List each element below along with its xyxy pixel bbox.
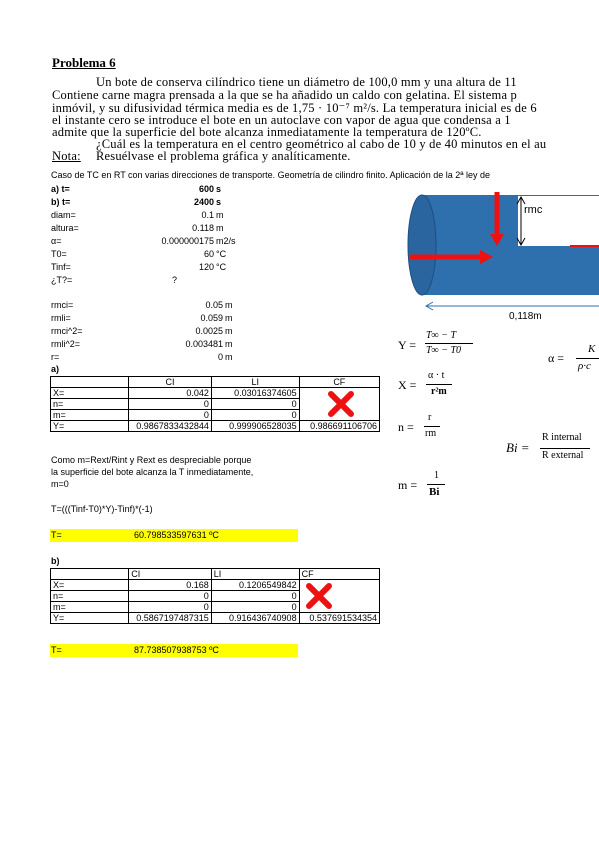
eq-alpha-den: ρ·c: [578, 360, 591, 372]
problem-line-6: ¿Cuál es la temperatura en el centro geométrico al cabo de 10 y de 40 minutos en el au: [96, 137, 547, 151]
eq-alpha-num: K: [588, 343, 596, 355]
row-label: m=: [51, 410, 129, 421]
param-unit: °C: [216, 249, 227, 259]
result-a-value: 60.798533597631 ºC: [134, 530, 219, 540]
param-value: 120: [198, 262, 214, 272]
eq-X-bar: [426, 384, 452, 385]
param-value: 600: [198, 184, 214, 194]
part-b-table: [50, 568, 380, 624]
cell-li: 0: [211, 410, 299, 421]
cell-cf-merged: [299, 388, 379, 421]
radius-label: rmci^2=: [51, 326, 83, 336]
eq-n-lhs: n =: [398, 420, 414, 434]
eq-Y-den: T∞ − T0: [426, 345, 461, 356]
eq-Bi-bar: [540, 448, 590, 449]
radius-unit: m: [225, 352, 233, 362]
radius-label: rmli=: [51, 313, 71, 323]
cell-li: 0: [211, 399, 299, 410]
cell-li: 0: [211, 602, 299, 613]
result-a-label: T=: [51, 530, 62, 540]
col-header-cf: CF: [299, 569, 379, 580]
param-unit: s: [216, 184, 222, 194]
cross-icon: [328, 391, 354, 417]
note-text: Resuélvase el problema gráfica y analíticamente.: [96, 149, 351, 163]
param-label: b) t=: [51, 197, 71, 207]
note-label: Nota:: [52, 149, 81, 163]
cell-li: 0: [211, 591, 299, 602]
result-b-value: 87.738507938753 ºC: [134, 645, 219, 655]
result-a-highlight: [50, 529, 298, 542]
table-row: [51, 580, 380, 591]
formula-text: T=(((Tinf-T0)*Y)-Tinf)*(-1): [51, 504, 153, 514]
param-value: 60: [203, 249, 214, 259]
result-b-label: T=: [51, 645, 62, 655]
param-value: ?: [172, 275, 178, 285]
eq-n-num: r: [428, 412, 432, 423]
part-b-label: b): [51, 556, 60, 566]
cell-cf: 0.537691534354: [299, 613, 379, 624]
param-label: altura=: [51, 223, 79, 233]
eq-X-num: α · t: [428, 370, 445, 381]
table-row: [51, 613, 380, 624]
cell-ci: 0.5867197487315: [129, 613, 212, 624]
cell-li: 0.916436740908: [211, 613, 299, 624]
radius-label: r=: [51, 352, 60, 362]
eq-n-bar: [424, 426, 440, 427]
param-value: 2400: [193, 197, 214, 207]
eq-n-den: rm: [425, 428, 437, 439]
param-label: ¿T?=: [51, 275, 73, 285]
row-label: X=: [51, 580, 129, 591]
eq-Bi-num: R internal: [542, 432, 582, 443]
eq-m-lhs: m =: [398, 478, 418, 492]
radius-unit: m: [225, 339, 233, 349]
radius-value: 0.059: [200, 313, 223, 323]
problem-line-2: Contiene carne magra prensada a la que se ha añadido un caldo con gelatina. El sistema p: [52, 88, 517, 102]
table-header-row: [51, 569, 380, 580]
cell-li: 0.03016374605: [211, 388, 299, 399]
radius-label: rmli^2=: [51, 339, 80, 349]
cell-li: 0.999906528035: [211, 421, 299, 432]
case-description: Caso de TC en RT con varias direcciones de transporte. Geometría de cilindro finito. Aplicación de la 2ª ley de: [51, 170, 491, 180]
cell-ci: 0: [129, 591, 212, 602]
eq-alpha-lhs: α =: [548, 351, 565, 365]
eq-Y-num: T∞ − T: [426, 330, 456, 341]
problem-line-4: el instante cero se introduce el bote en un autoclave con vapor de agua que condensa a 1: [52, 113, 511, 127]
col-header-li: LI: [211, 377, 299, 388]
part-a-label: a): [51, 364, 60, 374]
param-label: T0=: [51, 249, 67, 259]
problem-line-3: inmóvil, y su difusividad térmica media es de 1,75 · 10⁻⁷ m²/s. La temperatura inicial es de 6: [52, 101, 537, 115]
radius-value: 0.0025: [195, 326, 223, 336]
param-unit: m: [216, 210, 224, 220]
comment-line-3: m=0: [51, 479, 69, 489]
param-value: 0.000000175: [161, 236, 214, 246]
param-unit: m2/s: [216, 236, 236, 246]
eq-X-den: r²m: [431, 386, 447, 397]
table-corner: [51, 569, 129, 580]
radius-value: 0.003481: [185, 339, 223, 349]
param-value: 0.118: [192, 223, 214, 233]
eq-Bi-lhs: Bi =: [506, 440, 530, 455]
cell-ci: 0.9867833432844: [129, 421, 212, 432]
radius-unit: m: [225, 313, 233, 323]
eq-m-bar: [427, 484, 445, 485]
cylinder-end: [408, 195, 436, 295]
radius-label: rmci=: [51, 300, 74, 310]
result-b-highlight: [50, 644, 298, 657]
table-header-row: [51, 377, 380, 388]
cell-cf: 0.986691106706: [299, 421, 379, 432]
radius-value: 0.05: [205, 300, 223, 310]
cell-ci: 0: [129, 410, 212, 421]
cell-cf-merged: [299, 580, 379, 613]
table-corner: [51, 377, 129, 388]
col-header-li: LI: [211, 569, 299, 580]
row-label: n=: [51, 591, 129, 602]
radius-unit: m: [225, 300, 233, 310]
param-value: 0.1: [201, 210, 214, 220]
eq-m-den: Bi: [429, 486, 440, 498]
eq-Y-lhs: Y =: [398, 338, 416, 352]
cell-ci: 0.042: [129, 388, 212, 399]
eq-m-num: 1: [434, 470, 439, 481]
part-a-table: [50, 376, 380, 432]
problem-title: Problema 6: [52, 55, 116, 70]
cylinder-diagram: [400, 182, 599, 322]
param-label: α=: [51, 236, 62, 246]
col-header-ci: CI: [129, 569, 212, 580]
param-label: a) t=: [51, 184, 70, 194]
row-label: n=: [51, 399, 129, 410]
height-label: 0,118m: [509, 311, 542, 322]
param-label: diam=: [51, 210, 76, 220]
param-unit: °C: [216, 262, 227, 272]
cross-icon: [306, 583, 332, 609]
eq-Y-bar: [425, 343, 473, 344]
cell-ci: 0: [129, 399, 212, 410]
comment-line-1: Como m=Rext/Rint y Rext es despreciable porque: [51, 455, 252, 465]
eq-alpha-bar: [576, 358, 599, 359]
row-label: m=: [51, 602, 129, 613]
radius-label: rmc: [524, 204, 543, 216]
param-unit: s: [216, 197, 222, 207]
row-label: X=: [51, 388, 129, 399]
row-label: Y=: [51, 613, 129, 624]
radius-value: 0: [217, 352, 223, 362]
col-header-cf: CF: [299, 377, 379, 388]
radius-unit: m: [225, 326, 233, 336]
col-header-ci: CI: [129, 377, 212, 388]
table-row: [51, 421, 380, 432]
cell-ci: 0.168: [129, 580, 212, 591]
table-row: [51, 388, 380, 399]
eq-X-lhs: X =: [398, 378, 417, 392]
eq-Bi-den: R external: [542, 450, 584, 461]
param-unit: m: [216, 223, 224, 233]
cell-li: 0.1206549842: [211, 580, 299, 591]
problem-line-1: Un bote de conserva cilíndrico tiene un diámetro de 100,0 mm y una altura de 11: [96, 75, 517, 89]
param-label: Tinf=: [51, 262, 71, 272]
cell-ci: 0: [129, 602, 212, 613]
comment-line-2: la superficie del bote alcanza la T inmediatamente,: [51, 467, 254, 477]
row-label: Y=: [51, 421, 129, 432]
problem-line-5: admite que la superficie del bote alcanza inmediatamente la temperatura de 120ºC.: [52, 125, 482, 139]
